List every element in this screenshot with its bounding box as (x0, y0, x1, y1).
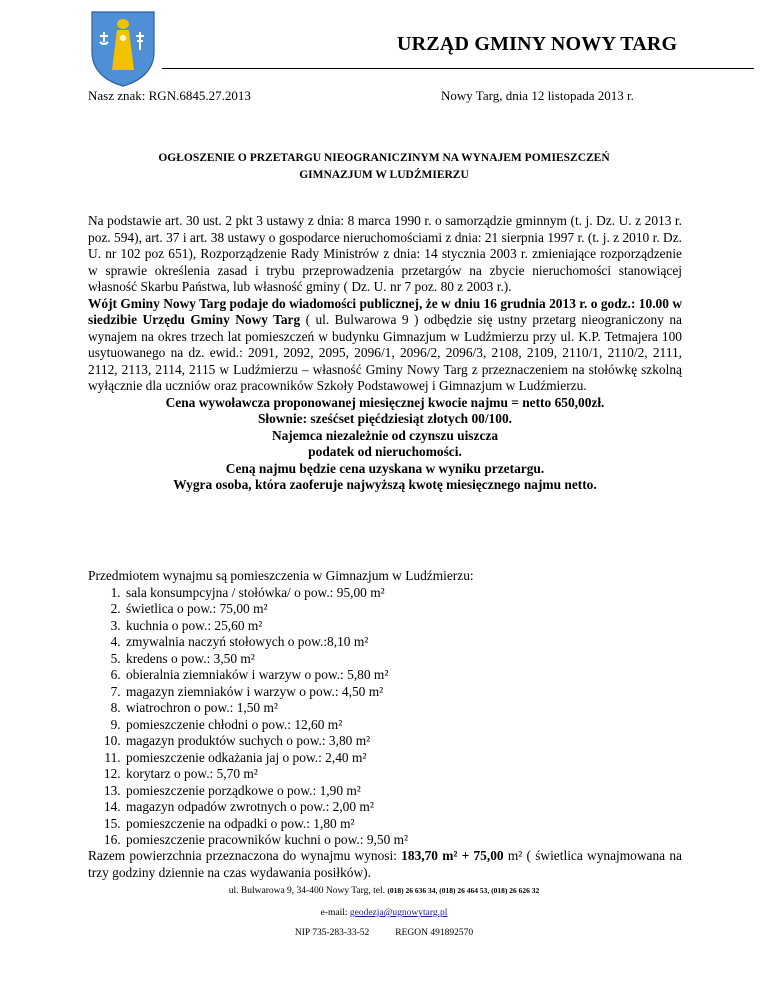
summary-suffix: m² ( świetlica wynajmowana na trzy godziny dziennie na czas wydawania posiłków). (88, 848, 682, 880)
footer-nip: NIP 735-283-33-52 (294, 928, 370, 938)
place-and-date: Nowy Targ, dnia 12 listopada 2013 r. (441, 88, 634, 103)
footer-address (0, 886, 768, 896)
list-item: 12. korytarz o pow.: 5,70 m² (124, 766, 708, 783)
announcement-paragraph (88, 296, 682, 395)
list-item: 1. sala konsumpcyjna / stołówka/ o pow.: 95,00 m² (124, 585, 708, 602)
list-item: 11. pomieszczenie odkażania jaj o pow.: 2,40 m² (124, 750, 708, 767)
price-line: Ceną najmu będzie cena uzyskana w wyniku przetargu. (225, 460, 545, 476)
footer-ids (0, 928, 768, 938)
header-divider (162, 68, 754, 69)
list-item: 3. kuchnia o pow.: 25,60 m² (124, 618, 708, 635)
summary-prefix: Razem powierzchnia przeznaczona do wynajmu wynosi: (88, 848, 402, 863)
price-conditions (88, 395, 682, 494)
rooms-intro: Przedmiotem wynajmu są pomieszczenia w Gimnazjum w Ludźmierzu: (88, 568, 474, 583)
announcement-rest: ( ul. Bulwarowa 9 ) odbędzie się ustny przetarg nieograniczony na wynajem na okres trzech lat pomieszczeń w budynku Gimnazjum w Ludźmierzu przy ul. K.P. Tetmajera 100 usytuowanego na dz. ewid.: 2091, 2092, 2095, 2096/1, 2096/2, 2096/3, 2108, 2109, 2110/1, 2110/2, 2111, 2112, 2113, 2114, 2115 w Ludźmierzu – własność Gminy Nowy Targ z przeznaczeniem na stołówkę szkolną wyłącznie dla uczniów oraz pracowników Szkoły Podstawowej i Gimnazjum w Ludźmierzu. (88, 312, 683, 393)
list-item: 8. wiatrochron o pow.: 1,50 m² (124, 700, 708, 717)
reference-number: Nasz znak: RGN.6845.27.2013 (88, 88, 251, 103)
list-item: 6. obieralnia ziemniaków i warzyw o pow.: 5,80 m² (124, 667, 708, 684)
price-line: Cena wywoławcza proponowanej miesięcznej kwocie najmu = netto 650,00zł. (165, 394, 605, 410)
price-line: Słownie: sześćset pięćdziesiąt złotych 00/100. (257, 411, 512, 426)
notice-title (96, 150, 672, 184)
list-item: 13. pomieszczenie porządkowe o pow.: 1,90 m² (124, 783, 708, 800)
list-item: 2. świetlica o pow.: 75,00 m² (124, 601, 708, 618)
summary-total: 183,70 m² + 75,00 (401, 848, 504, 863)
rooms-list (88, 585, 708, 849)
footer-phones: (018) 26 636 34, (018) 26 464 53, (018) 26 626 32 (387, 886, 540, 895)
list-item: 5. kredens o pow.: 3,50 m² (124, 651, 708, 668)
price-line: Najemca niezależnie od czynszu uiszcza (271, 427, 499, 443)
rooms-section (88, 568, 708, 849)
list-item: 15. pomieszczenie na odpadki o pow.: 1,80 m² (124, 816, 708, 833)
coat-of-arms-icon (88, 8, 158, 88)
notice-body (88, 213, 682, 494)
list-item: 9. pomieszczenie chłodni o pow.: 12,60 m² (124, 717, 708, 734)
footer-address-text: ul. Bulwarowa 9, 34-400 Nowy Targ, tel. (228, 886, 388, 896)
notice-title-line-1: OGŁOSZENIE O PRZETARGU NIEOGRANICZINYM NA WYNAJEM POMIESZCZEŃ (158, 152, 610, 164)
list-item: 14. magazyn odpadów zwrotnych o pow.: 2,00 m² (124, 799, 708, 816)
announcement-bold: Wójt Gminy Nowy Targ podaje do wiadomości publicznej, że w dniu 16 grudnia 2013 r. o godz.: 10.00 w siedzibie Urzędu Gminy Nowy Targ (88, 295, 682, 327)
price-line: podatek od nieruchomości. (308, 444, 462, 459)
area-summary-text (88, 848, 682, 881)
area-summary (88, 848, 682, 881)
footer-email-label: e-mail: (320, 908, 350, 918)
legal-basis-paragraph: Na podstawie art. 30 ust. 2 pkt 3 ustawy z dnia: 8 marca 1990 r. o samorządzie gminnym (t. j. Dz. U. z 2013 r. poz. 594), art. 37 i art. 38 ustawy o gospodarce nieruchomościami z dnia: 21 sierpnia 1997 r. (t. j. z 2010 r. Dz. U. nr 102 poz 651), Rozporządzenie Rady Ministrów z dnia: 14 stycznia 2003 r. zmieniające rozporządzenie w sprawie określenia zasad i trybu przeprowadzenia przetargów na zbycie nieruchomości stanowiącej własność Skarbu Państwa, lub własność gminy ( Dz. U. nr 7 poz. 80 z 2003 r.). (88, 213, 682, 294)
office-name: URZĄD GMINY NOWY TARG (397, 33, 678, 55)
list-item: 4. zmywalnia naczyń stołowych o pow.:8,10 m² (124, 634, 708, 651)
footer-regon: REGON 491892570 (395, 928, 474, 938)
notice-title-line-2: GIMNAZJUM W LUDŹMIERZU (299, 169, 469, 181)
price-line: Wygra osoba, która zaoferuje najwyższą kwotę miesięcznego najmu netto. (173, 477, 597, 492)
footer-email (0, 908, 768, 918)
list-item: 7. magazyn ziemniaków i warzyw o pow.: 4,50 m² (124, 684, 708, 701)
list-item: 16. pomieszczenie pracowników kuchni o pow.: 9,50 m² (124, 832, 708, 849)
list-item: 10. magazyn produktów suchych o pow.: 3,80 m² (124, 733, 708, 750)
email-link[interactable]: geodezja@ugnowytarg.pl (349, 908, 448, 918)
